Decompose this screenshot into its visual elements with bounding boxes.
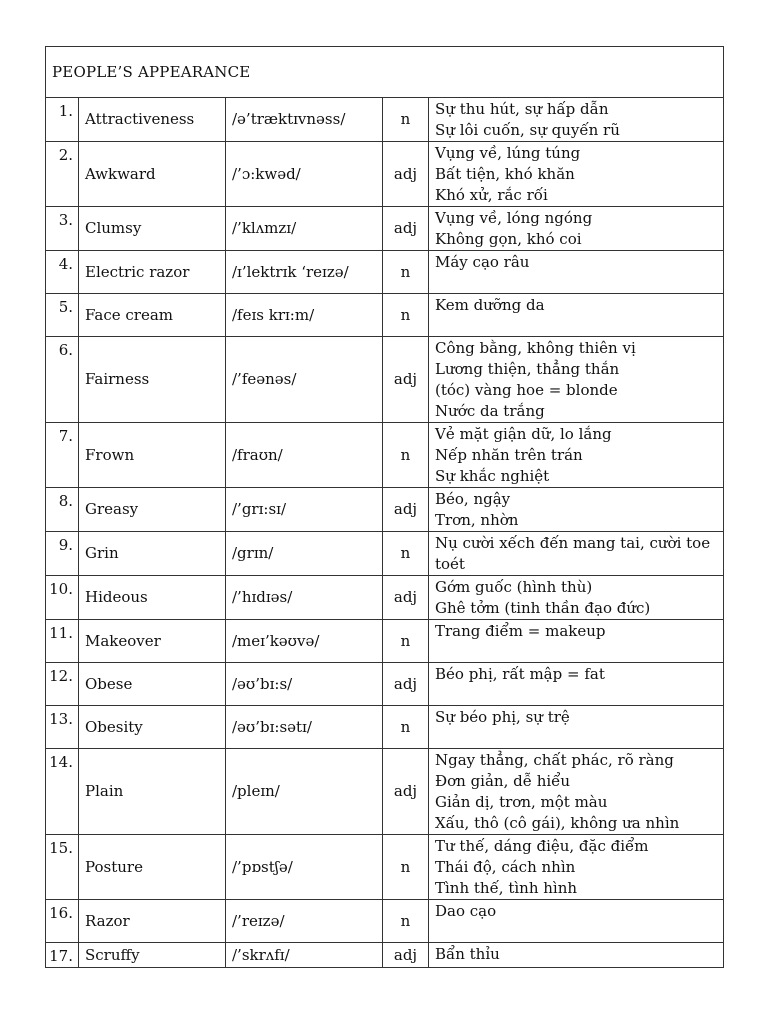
meaning-line: Kem dưỡng da — [435, 296, 545, 314]
entry-number: 9. — [46, 532, 79, 576]
entry-word: Frown — [79, 423, 226, 488]
entry-part-of-speech: n — [383, 251, 429, 294]
table-row — [46, 98, 724, 142]
entry-word: Hideous — [79, 576, 226, 620]
entry-pronunciation: /’reɪzə/ — [226, 900, 383, 943]
entry-part-of-speech: adj — [383, 337, 429, 423]
entry-meaning — [429, 98, 724, 142]
entry-number: 3. — [46, 207, 79, 251]
table-row — [46, 620, 724, 663]
meaning-line: Béo, ngậy — [435, 490, 511, 508]
entry-word: Posture — [79, 835, 226, 900]
entry-pronunciation: /’grɪ:sɪ/ — [226, 488, 383, 532]
entry-number: 16. — [46, 900, 79, 943]
entry-number: 14. — [46, 749, 79, 835]
entry-number: 17. — [46, 943, 79, 968]
meaning-line: Trang điểm = makeup — [435, 622, 606, 640]
entry-meaning — [429, 706, 724, 749]
entry-pronunciation: /’hɪdɪəs/ — [226, 576, 383, 620]
entry-word: Fairness — [79, 337, 226, 423]
entry-meaning — [429, 488, 724, 532]
entry-part-of-speech: adj — [383, 488, 429, 532]
entry-meaning — [429, 294, 724, 337]
entry-pronunciation: /pleɪn/ — [226, 749, 383, 835]
entry-part-of-speech: adj — [383, 749, 429, 835]
meaning-line: Không gọn, khó coi — [435, 230, 582, 248]
entry-word: Razor — [79, 900, 226, 943]
entry-part-of-speech: n — [383, 98, 429, 142]
entry-number: 1. — [46, 98, 79, 142]
table-title-row — [46, 47, 724, 98]
entry-part-of-speech: n — [383, 532, 429, 576]
meaning-line: Bất tiện, khó khăn — [435, 165, 575, 183]
meaning-line: Dao cạo — [435, 902, 497, 920]
table-row — [46, 251, 724, 294]
entry-part-of-speech: n — [383, 620, 429, 663]
entry-word: Plain — [79, 749, 226, 835]
entry-number: 11. — [46, 620, 79, 663]
entry-meaning — [429, 663, 724, 706]
table-row — [46, 706, 724, 749]
table-row — [46, 423, 724, 488]
entry-part-of-speech: n — [383, 294, 429, 337]
entry-meaning — [429, 207, 724, 251]
meaning-line: Tư thế, dáng điệu, đặc điểm — [435, 837, 649, 855]
meaning-line: Vụng về, lúng túng — [435, 144, 581, 162]
meaning-line: Trơn, nhờn — [435, 511, 519, 529]
entry-number: 6. — [46, 337, 79, 423]
entry-part-of-speech: n — [383, 706, 429, 749]
entry-part-of-speech: adj — [383, 576, 429, 620]
table-row — [46, 576, 724, 620]
entry-pronunciation: /əʊ’bɪ:s/ — [226, 663, 383, 706]
table-row — [46, 488, 724, 532]
entry-number: 5. — [46, 294, 79, 337]
entry-meaning — [429, 943, 724, 968]
entry-part-of-speech: adj — [383, 142, 429, 207]
entry-meaning — [429, 576, 724, 620]
entry-meaning — [429, 142, 724, 207]
meaning-line: Sự lôi cuốn, sự quyến rũ — [435, 121, 620, 139]
meaning-line: Tình thế, tình hình — [435, 879, 578, 897]
entry-word: Attractiveness — [79, 98, 226, 142]
entry-pronunciation: /’ɔ:kwəd/ — [226, 142, 383, 207]
table-row — [46, 142, 724, 207]
meaning-line: Nước da trắng — [435, 402, 545, 420]
meaning-line: Giản dị, trơn, một màu — [435, 793, 608, 811]
entry-meaning — [429, 532, 724, 576]
table-row — [46, 900, 724, 943]
vocabulary-table — [45, 46, 724, 968]
entry-pronunciation: /’feənəs/ — [226, 337, 383, 423]
entry-word: Makeover — [79, 620, 226, 663]
entry-meaning — [429, 423, 724, 488]
meaning-line: Gớm guốc (hình thù) — [435, 578, 593, 596]
meaning-line: Nếp nhăn trên trán — [435, 446, 583, 464]
meaning-line: Vẻ mặt giận dữ, lo lắng — [435, 425, 612, 443]
meaning-line: Sự thu hút, sự hấp dẫn — [435, 100, 609, 118]
entry-pronunciation: /ɪ’lektrɪk ‘reɪzə/ — [226, 251, 383, 294]
table-row — [46, 532, 724, 576]
meaning-line: Vụng về, lóng ngóng — [435, 209, 593, 227]
meaning-line: (tóc) vàng hoe = blonde — [435, 381, 618, 399]
entry-meaning — [429, 620, 724, 663]
entry-part-of-speech: adj — [383, 207, 429, 251]
entry-pronunciation: /’pɒstʃə/ — [226, 835, 383, 900]
meaning-line: Thái độ, cách nhìn — [435, 858, 576, 876]
entry-pronunciation: /’skrʌfɪ/ — [226, 943, 383, 968]
table-row — [46, 663, 724, 706]
table-row — [46, 337, 724, 423]
table-row — [46, 943, 724, 968]
table-row — [46, 294, 724, 337]
meaning-line: Công bằng, không thiên vị — [435, 339, 636, 357]
entry-meaning — [429, 749, 724, 835]
meaning-line: Béo phị, rất mập = fat — [435, 665, 605, 683]
meaning-line: Sự khắc nghiệt — [435, 467, 550, 485]
entry-meaning — [429, 251, 724, 294]
meaning-line: Máy cạo râu — [435, 253, 530, 271]
entry-word: Face cream — [79, 294, 226, 337]
meaning-line: Đơn giản, dễ hiểu — [435, 772, 571, 790]
table-row — [46, 749, 724, 835]
entry-part-of-speech: n — [383, 900, 429, 943]
entry-number: 12. — [46, 663, 79, 706]
entry-part-of-speech: adj — [383, 663, 429, 706]
meaning-line: Lương thiện, thẳng thắn — [435, 360, 620, 378]
entry-word: Grin — [79, 532, 226, 576]
entry-meaning — [429, 835, 724, 900]
entry-part-of-speech: n — [383, 423, 429, 488]
entry-word: Awkward — [79, 142, 226, 207]
entry-number: 2. — [46, 142, 79, 207]
meaning-line: Bẩn thỉu — [435, 945, 500, 963]
entry-pronunciation: /əʊ’bɪ:sətɪ/ — [226, 706, 383, 749]
entry-number: 4. — [46, 251, 79, 294]
entry-pronunciation: /fraʊn/ — [226, 423, 383, 488]
table-row — [46, 835, 724, 900]
entry-part-of-speech: adj — [383, 943, 429, 968]
meaning-line: Ghê tởm (tinh thần đạo đức) — [435, 599, 651, 617]
entry-number: 10. — [46, 576, 79, 620]
entry-number: 13. — [46, 706, 79, 749]
table-row — [46, 207, 724, 251]
entry-word: Electric razor — [79, 251, 226, 294]
entry-pronunciation: /feɪs krɪ:m/ — [226, 294, 383, 337]
entry-word: Obese — [79, 663, 226, 706]
entry-word: Clumsy — [79, 207, 226, 251]
entry-word: Scruffy — [79, 943, 226, 968]
entry-part-of-speech: n — [383, 835, 429, 900]
entry-pronunciation: /grɪn/ — [226, 532, 383, 576]
entry-meaning — [429, 337, 724, 423]
meaning-line: toét — [435, 555, 465, 573]
meaning-line: Khó xử, rắc rối — [435, 186, 548, 204]
meaning-line: Sự béo phị, sự trệ — [435, 708, 570, 726]
entry-pronunciation: /ə’træktɪvnəss/ — [226, 98, 383, 142]
entry-pronunciation: /’klʌmzɪ/ — [226, 207, 383, 251]
entry-number: 7. — [46, 423, 79, 488]
entry-word: Obesity — [79, 706, 226, 749]
meaning-line: Nụ cười xếch đến mang tai, cười toe — [435, 534, 711, 552]
entry-pronunciation: /meɪ’kəʊvə/ — [226, 620, 383, 663]
entry-word: Greasy — [79, 488, 226, 532]
table-title: PEOPLE’S APPEARANCE — [46, 47, 724, 98]
meaning-line: Ngay thẳng, chất phác, rõ ràng — [435, 751, 674, 769]
entry-number: 8. — [46, 488, 79, 532]
entry-number: 15. — [46, 835, 79, 900]
meaning-line: Xấu, thô (cô gái), không ưa nhìn — [435, 814, 680, 832]
entry-meaning — [429, 900, 724, 943]
